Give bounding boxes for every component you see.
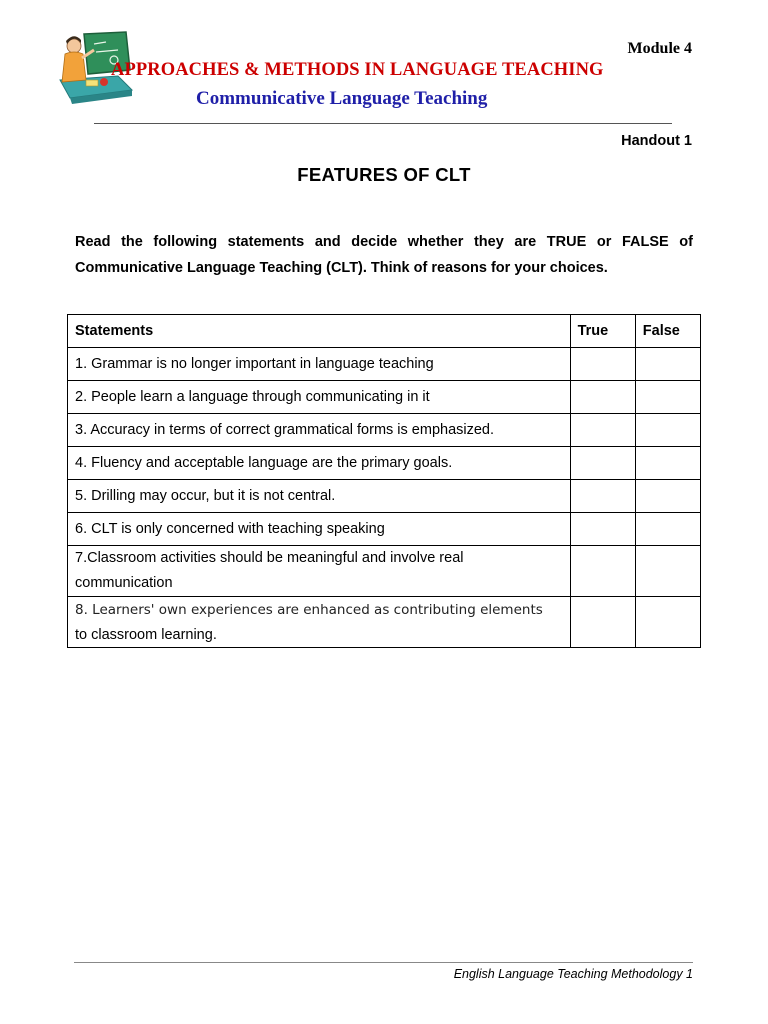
table-row (68, 513, 701, 546)
footer-text: English Language Teaching Methodology 1 (453, 967, 693, 981)
header-false: False (635, 315, 700, 348)
page-title: FEATURES OF CLT (297, 164, 471, 185)
statement-cell: 7.Classroom activities should be meaningful and involve real communication (68, 546, 571, 597)
false-answer-cell[interactable] (635, 414, 700, 447)
table-row (68, 546, 701, 597)
header-divider (94, 123, 672, 124)
statement-cell (68, 597, 571, 648)
true-answer-cell[interactable] (570, 447, 635, 480)
statement-cell: 4. Fluency and acceptable language are the primary goals. (68, 447, 571, 480)
table-row (68, 414, 701, 447)
false-answer-cell[interactable] (635, 381, 700, 414)
true-answer-cell[interactable] (570, 381, 635, 414)
module-label: Module 4 (627, 40, 692, 57)
table-header-row (68, 315, 701, 348)
table-row (68, 597, 701, 648)
statement-line-2: to classroom learning. (75, 626, 217, 643)
false-answer-cell[interactable] (635, 348, 700, 381)
false-answer-cell[interactable] (635, 480, 700, 513)
course-subtitle: Communicative Language Teaching (196, 88, 488, 109)
false-answer-cell[interactable] (635, 597, 700, 648)
statement-cell: 5. Drilling may occur, but it is not central. (68, 480, 571, 513)
header-true: True (570, 315, 635, 348)
header-statements: Statements (68, 315, 571, 348)
statement-cell: 6. CLT is only concerned with teaching speaking (68, 513, 571, 546)
instructions-text: Read the following statements and decide whether they are TRUE or FALSE of Communicative Language Teaching (CLT). Think of reasons for your choices. (75, 234, 693, 276)
footer-divider (74, 962, 693, 963)
false-answer-cell[interactable] (635, 447, 700, 480)
statements-table (67, 314, 701, 648)
statement-cell: 3. Accuracy in terms of correct grammatical forms is emphasized. (68, 414, 571, 447)
false-answer-cell[interactable] (635, 546, 700, 597)
table-row (68, 381, 701, 414)
true-answer-cell[interactable] (570, 513, 635, 546)
statement-line-1: 8. Learners' own experiences are enhanced as contributing elements (75, 601, 543, 618)
handout-label: Handout 1 (621, 133, 692, 149)
true-answer-cell[interactable] (570, 480, 635, 513)
false-answer-cell[interactable] (635, 513, 700, 546)
statement-cell: 1. Grammar is no longer important in language teaching (68, 348, 571, 381)
true-answer-cell[interactable] (570, 414, 635, 447)
table-row (68, 480, 701, 513)
statement-cell: 2. People learn a language through communicating in it (68, 381, 571, 414)
true-answer-cell[interactable] (570, 546, 635, 597)
table-row (68, 348, 701, 381)
table-row (68, 447, 701, 480)
true-answer-cell[interactable] (570, 597, 635, 648)
true-answer-cell[interactable] (570, 348, 635, 381)
course-title: APPROACHES & METHODS IN LANGUAGE TEACHING (111, 60, 604, 80)
